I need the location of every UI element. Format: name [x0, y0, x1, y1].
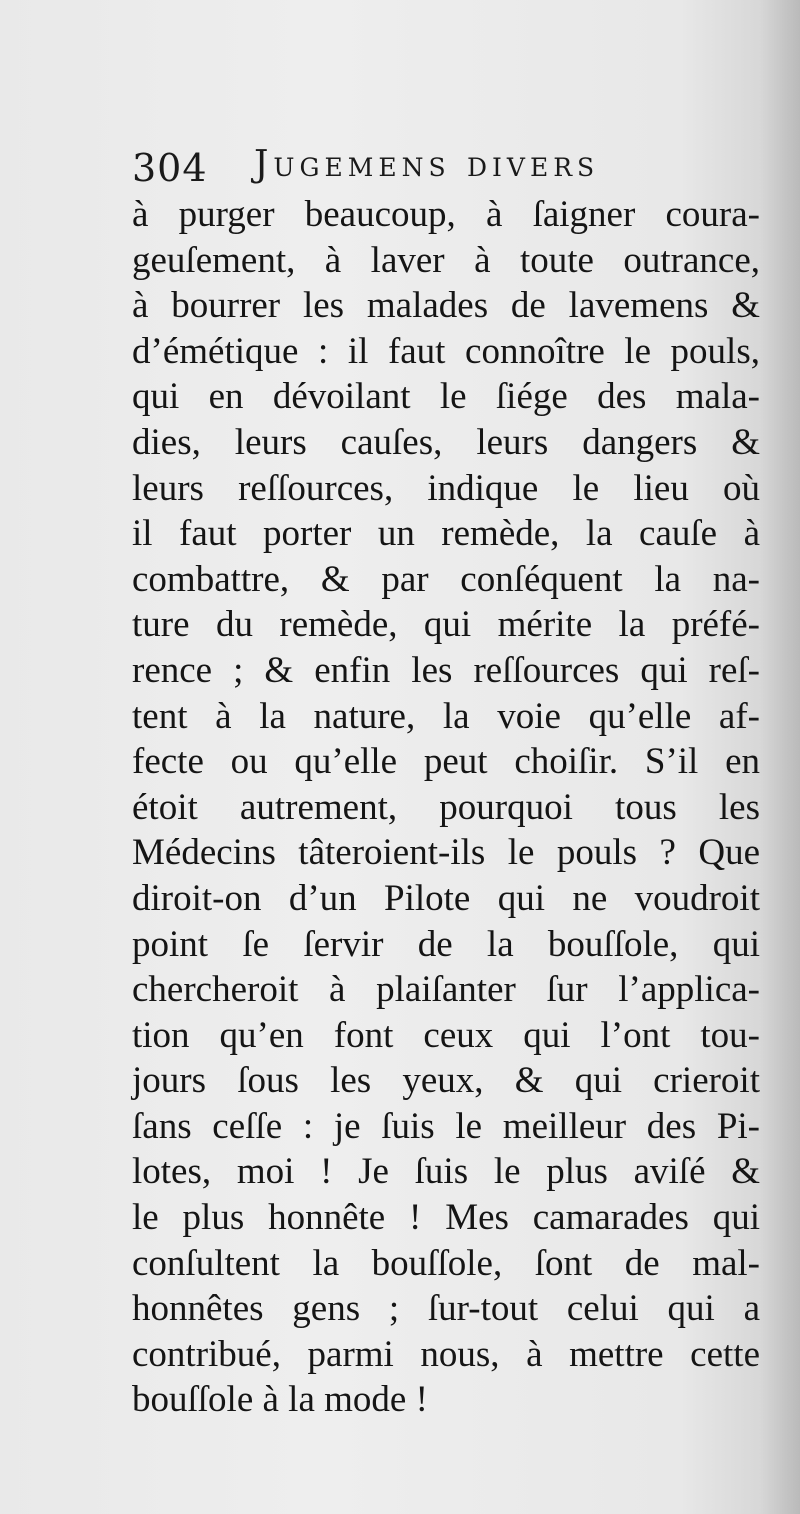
- text-line: à purger beaucoup, à ſaigner coura-: [132, 194, 760, 235]
- page-number: 304: [132, 146, 208, 190]
- text-line: Médecins tâteroient-ils le pouls ? Que: [132, 832, 760, 874]
- text-line: tent à la nature, la voie qu’elle af-: [132, 695, 760, 737]
- text-line: conſultent la bouſſole, ſont de mal-: [132, 1242, 760, 1284]
- text-line: point ſe ſervir de la bouſſole, qui: [132, 923, 760, 965]
- text-line: il faut porter un remède, la cauſe à: [132, 513, 760, 555]
- text-line: d’émétique : il faut connoître le pouls,: [132, 330, 760, 372]
- text-line: leurs reſſources, indique le lieu où: [132, 467, 760, 509]
- text-line: bouſſole à la mode !: [132, 1379, 428, 1421]
- text-line: contribué, parmi nous, à mettre cette: [132, 1333, 760, 1375]
- text-line: geuſement, à laver à toute outrance,: [132, 239, 760, 281]
- text-line: ſans ceſſe : je ſuis le meilleur des Pi-: [132, 1105, 760, 1147]
- text-line: étoit autrement, pourquoi tous les: [132, 786, 760, 828]
- body-text: [132, 192, 760, 1423]
- text-line: fecte ou qu’elle peut choiſir. S’il en: [132, 741, 760, 783]
- text-line: dies, leurs cauſes, leurs dangers &: [132, 421, 760, 463]
- text-line: ture du remède, qui mérite la préfé-: [132, 604, 760, 646]
- text-line: honnêtes gens ; ſur-tout celui qui a: [132, 1288, 760, 1330]
- running-head: Jugemens divers: [254, 144, 600, 185]
- text-line: lotes, moi ! Je ſuis le plus aviſé &: [132, 1151, 760, 1193]
- text-line: combattre, & par conſéquent la na-: [132, 558, 760, 600]
- text-line: à bourrer les malades de lavemens &: [132, 285, 760, 327]
- text-line: le plus honnête ! Mes camarades qui: [132, 1197, 760, 1239]
- page-edge-shadow: [760, 0, 800, 1514]
- page-header: [132, 138, 752, 194]
- text-line: qui en dévoilant le ſiége des mala-: [132, 376, 760, 418]
- text-line: tion qu’en font ceux qui l’ont tou-: [132, 1014, 760, 1056]
- text-line: rence ; & enfin les reſſources qui reſ-: [132, 649, 760, 691]
- text-line: diroit-on d’un Pilote qui ne voudroit: [132, 877, 760, 919]
- text-line: jours ſous les yeux, & qui crieroit: [132, 1060, 760, 1102]
- text-line: chercheroit à plaiſanter ſur l’applica-: [132, 969, 760, 1011]
